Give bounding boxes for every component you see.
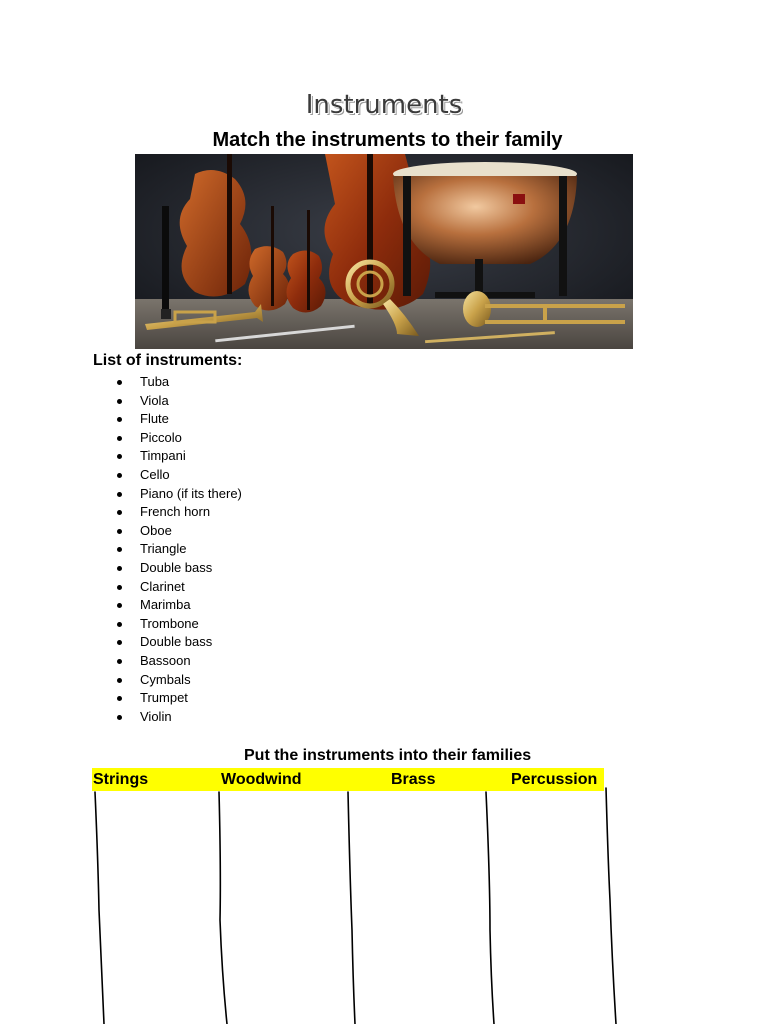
orchestra-instruments-photo <box>135 154 633 349</box>
column-divider-line <box>606 788 616 1024</box>
bullet-icon <box>117 678 122 683</box>
column-divider-line <box>219 792 227 1024</box>
bullet-icon <box>117 436 122 441</box>
list-item: Bassoon <box>0 652 242 671</box>
bullet-icon <box>117 529 122 534</box>
families-heading: Put the instruments into their families <box>244 747 532 764</box>
list-item: French horn <box>0 503 242 522</box>
list-item: Viola <box>0 392 242 411</box>
list-item: Violin <box>0 708 242 727</box>
list-item: Piccolo <box>0 429 242 448</box>
bullet-icon <box>117 399 122 404</box>
list-item: Flute <box>0 410 242 429</box>
list-item: Cymbals <box>0 671 242 690</box>
list-item: Trombone <box>0 615 242 634</box>
bullet-icon <box>117 492 122 497</box>
list-item: Triangle <box>0 540 242 559</box>
bullet-icon <box>117 622 122 627</box>
list-item: Tuba <box>0 373 242 392</box>
page-subtitle: Match the instruments to their family <box>212 129 563 151</box>
column-divider-line <box>348 792 355 1024</box>
column-header-percussion: Percussion <box>511 771 598 788</box>
bullet-icon <box>117 640 122 645</box>
list-item: Piano (if its there) <box>0 485 242 504</box>
bullet-icon <box>117 454 122 459</box>
list-item: Timpani <box>0 447 242 466</box>
list-item: Clarinet <box>0 578 242 597</box>
list-item: Double bass <box>0 633 242 652</box>
bullet-icon <box>117 510 122 515</box>
list-item: Trumpet <box>0 689 242 708</box>
list-item: Double bass <box>0 559 242 578</box>
bullet-icon <box>117 659 122 664</box>
bullet-icon <box>117 715 122 720</box>
list-item: Cello <box>0 466 242 485</box>
bullet-icon <box>117 566 122 571</box>
column-divider-line <box>486 792 494 1024</box>
bullet-icon <box>117 473 122 478</box>
instrument-list <box>0 373 242 726</box>
bullet-icon <box>117 547 122 552</box>
column-divider-line <box>95 792 104 1024</box>
bullet-icon <box>117 585 122 590</box>
bullet-icon <box>117 417 122 422</box>
page-title: Instruments <box>305 90 463 120</box>
column-header-brass: Brass <box>391 771 436 788</box>
list-item: Marimba <box>0 596 242 615</box>
list-item: Oboe <box>0 522 242 541</box>
bullet-icon <box>117 696 122 701</box>
column-header-strings: Strings <box>93 771 149 788</box>
instrument-list-heading: List of instruments: <box>93 352 243 369</box>
column-header-woodwind: Woodwind <box>221 771 302 788</box>
bullet-icon <box>117 380 122 385</box>
bullet-icon <box>117 603 122 608</box>
